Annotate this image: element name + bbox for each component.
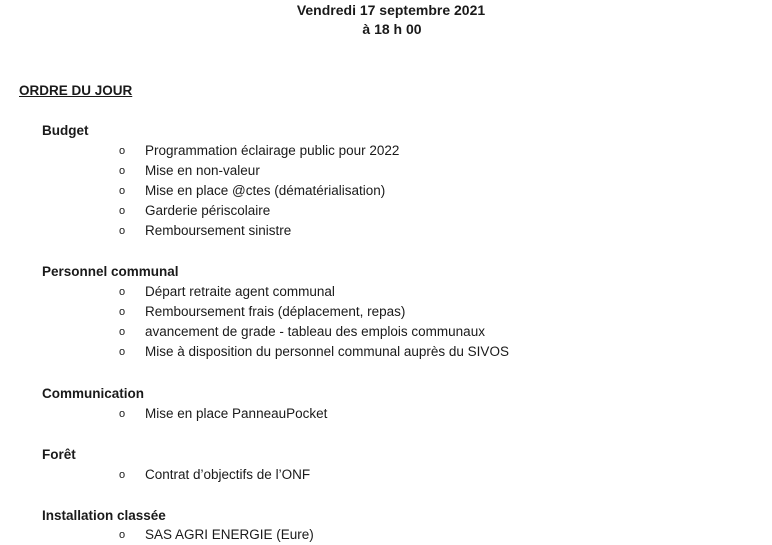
- agenda-item-label: Mise en place @ctes (dématérialisation): [145, 183, 386, 198]
- agenda-item: [119, 283, 335, 301]
- bullet-icon: o: [119, 225, 126, 237]
- agenda-item-label: Départ retraite agent communal: [145, 284, 335, 299]
- section-heading-foret: Forêt: [42, 447, 76, 462]
- section-heading-installation: Installation classée: [42, 508, 166, 523]
- bullet-icon: o: [119, 346, 126, 358]
- bullet-icon: o: [119, 306, 126, 318]
- meeting-date: Vendredi 17 septembre 2021: [296, 2, 486, 18]
- agenda-item: [119, 142, 399, 160]
- agenda-title: ORDRE DU JOUR: [19, 83, 133, 98]
- bullet-icon: o: [119, 165, 126, 177]
- bullet-icon: o: [119, 529, 126, 541]
- section-heading-budget: Budget: [42, 123, 89, 138]
- agenda-item-label: Programmation éclairage public pour 2022: [145, 143, 400, 158]
- agenda-item-label: Remboursement sinistre: [145, 223, 292, 238]
- bullet-icon: o: [119, 469, 126, 481]
- agenda-item: [119, 466, 310, 484]
- agenda-item: [119, 323, 485, 341]
- section-heading-personnel: Personnel communal: [42, 264, 179, 279]
- bullet-icon: o: [119, 205, 126, 217]
- agenda-item: [119, 303, 405, 321]
- agenda-item-label: Mise à disposition du personnel communal auprès du SIVOS: [145, 344, 509, 359]
- bullet-icon: o: [119, 408, 126, 420]
- agenda-item: [119, 526, 314, 544]
- agenda-item-label: Remboursement frais (déplacement, repas): [145, 304, 406, 319]
- agenda-item-label: Mise en non-valeur: [145, 163, 260, 178]
- agenda-item: [119, 202, 270, 220]
- bullet-icon: o: [119, 326, 126, 338]
- agenda-item-label: SAS AGRI ENERGIE (Eure): [145, 527, 314, 542]
- agenda-item: [119, 182, 385, 200]
- bullet-icon: o: [119, 185, 126, 197]
- agenda-item-label: Garderie périscolaire: [145, 203, 271, 218]
- agenda-item: [119, 343, 509, 361]
- agenda-item: [119, 222, 291, 240]
- agenda-item-label: Mise en place PanneauPocket: [145, 406, 328, 421]
- agenda-item: [119, 162, 260, 180]
- meeting-time: à 18 h 00: [362, 21, 422, 37]
- section-heading-communication: Communication: [42, 386, 145, 401]
- agenda-item-label: avancement de grade - tableau des emplois communaux: [145, 324, 485, 339]
- bullet-icon: o: [119, 286, 126, 298]
- agenda-item-label: Contrat d’objectifs de l’ONF: [145, 467, 311, 482]
- agenda-item: [119, 405, 327, 423]
- bullet-icon: o: [119, 145, 126, 157]
